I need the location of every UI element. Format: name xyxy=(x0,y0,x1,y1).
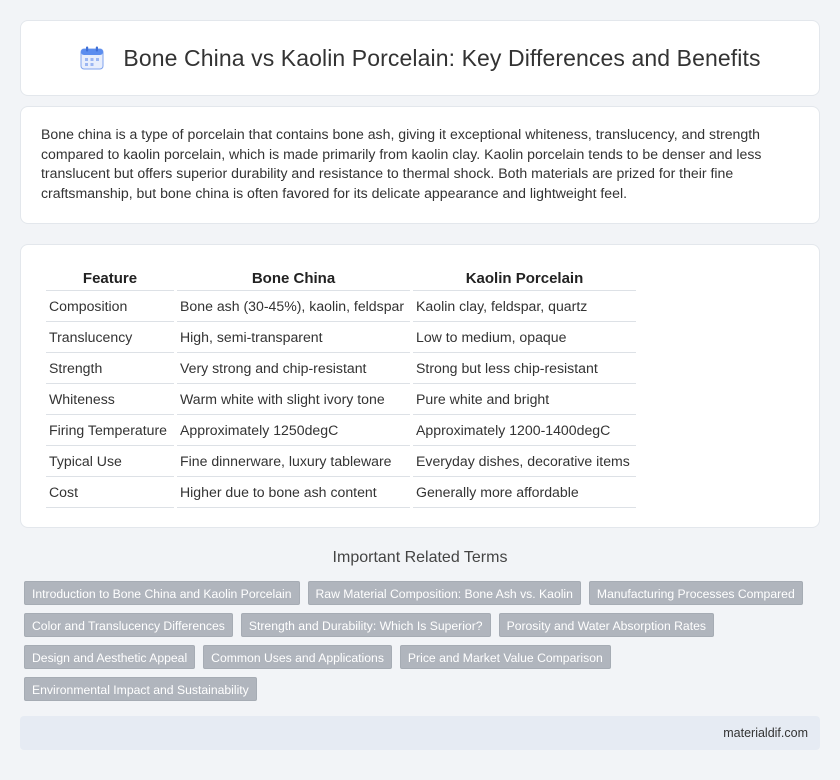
table-cell: Kaolin clay, feldspar, quartz xyxy=(413,291,636,322)
calendar-icon xyxy=(79,45,105,71)
related-term-tag[interactable]: Environmental Impact and Sustainability xyxy=(24,677,257,701)
related-terms-heading: Important Related Terms xyxy=(332,549,508,566)
comparison-card xyxy=(20,244,820,528)
table-row xyxy=(46,446,636,477)
table-row xyxy=(46,477,636,508)
table-row xyxy=(46,384,636,415)
table-row xyxy=(46,353,636,384)
related-term-tag[interactable]: Price and Market Value Comparison xyxy=(400,645,611,669)
table-cell: Higher due to bone ash content xyxy=(177,477,410,508)
table-cell: Approximately 1250degC xyxy=(177,415,410,446)
table-header-row xyxy=(46,265,636,291)
table-cell: Translucency xyxy=(46,322,174,353)
table-row xyxy=(46,415,636,446)
table-cell: Cost xyxy=(46,477,174,508)
header xyxy=(21,21,819,95)
table-row xyxy=(46,291,636,322)
related-term-tag[interactable]: Design and Aesthetic Appeal xyxy=(24,645,195,669)
related-term-tag[interactable]: Strength and Durability: Which Is Superior? xyxy=(241,613,491,637)
footer xyxy=(20,716,820,750)
related-term-tag[interactable]: Raw Material Composition: Bone Ash vs. Kaolin xyxy=(308,581,581,605)
column-header-feature: Feature xyxy=(46,265,174,291)
table-cell: Everyday dishes, decorative items xyxy=(413,446,636,477)
related-terms-list xyxy=(24,581,804,701)
site-link[interactable]: materialdif.com xyxy=(723,726,808,740)
related-term-tag[interactable]: Porosity and Water Absorption Rates xyxy=(499,613,714,637)
table-cell: Typical Use xyxy=(46,446,174,477)
related-term-tag[interactable]: Common Uses and Applications xyxy=(203,645,392,669)
comparison-table xyxy=(43,265,639,508)
table-cell: Very strong and chip-resistant xyxy=(177,353,410,384)
page-title: Bone China vs Kaolin Porcelain: Key Differences and Benefits xyxy=(123,44,761,71)
intro-paragraph: Bone china is a type of porcelain that contains bone ash, giving it exceptional whiteness, translucency, and strength compared to kaolin porcelain, which is made primarily from kaolin clay. Kaolin porcelain tends to be denser and less translucent but offers superior durability and resistance to thermal shock. Both materials are prized for their fine craftsmanship, but bone china is often favored for its delicate appearance and lightweight feel. xyxy=(41,126,762,201)
column-header-bone-china: Bone China xyxy=(177,265,410,291)
column-header-kaolin-porcelain: Kaolin Porcelain xyxy=(413,265,636,291)
table-cell: High, semi-transparent xyxy=(177,322,410,353)
table-cell: Approximately 1200-1400degC xyxy=(413,415,636,446)
related-term-tag[interactable]: Color and Translucency Differences xyxy=(24,613,233,637)
table-cell: Strength xyxy=(46,353,174,384)
table-cell: Strong but less chip-resistant xyxy=(413,353,636,384)
header-card xyxy=(20,20,820,96)
table-cell: Fine dinnerware, luxury tableware xyxy=(177,446,410,477)
related-term-tag[interactable]: Manufacturing Processes Compared xyxy=(589,581,803,605)
table-cell: Bone ash (30-45%), kaolin, feldspar xyxy=(177,291,410,322)
table-cell: Pure white and bright xyxy=(413,384,636,415)
related-term-tag[interactable]: Introduction to Bone China and Kaolin Porcelain xyxy=(24,581,300,605)
table-cell: Warm white with slight ivory tone xyxy=(177,384,410,415)
table-cell: Low to medium, opaque xyxy=(413,322,636,353)
table-row xyxy=(46,322,636,353)
table-cell: Generally more affordable xyxy=(413,477,636,508)
table-cell: Composition xyxy=(46,291,174,322)
table-cell: Firing Temperature xyxy=(46,415,174,446)
intro-card xyxy=(20,106,820,224)
table-cell: Whiteness xyxy=(46,384,174,415)
